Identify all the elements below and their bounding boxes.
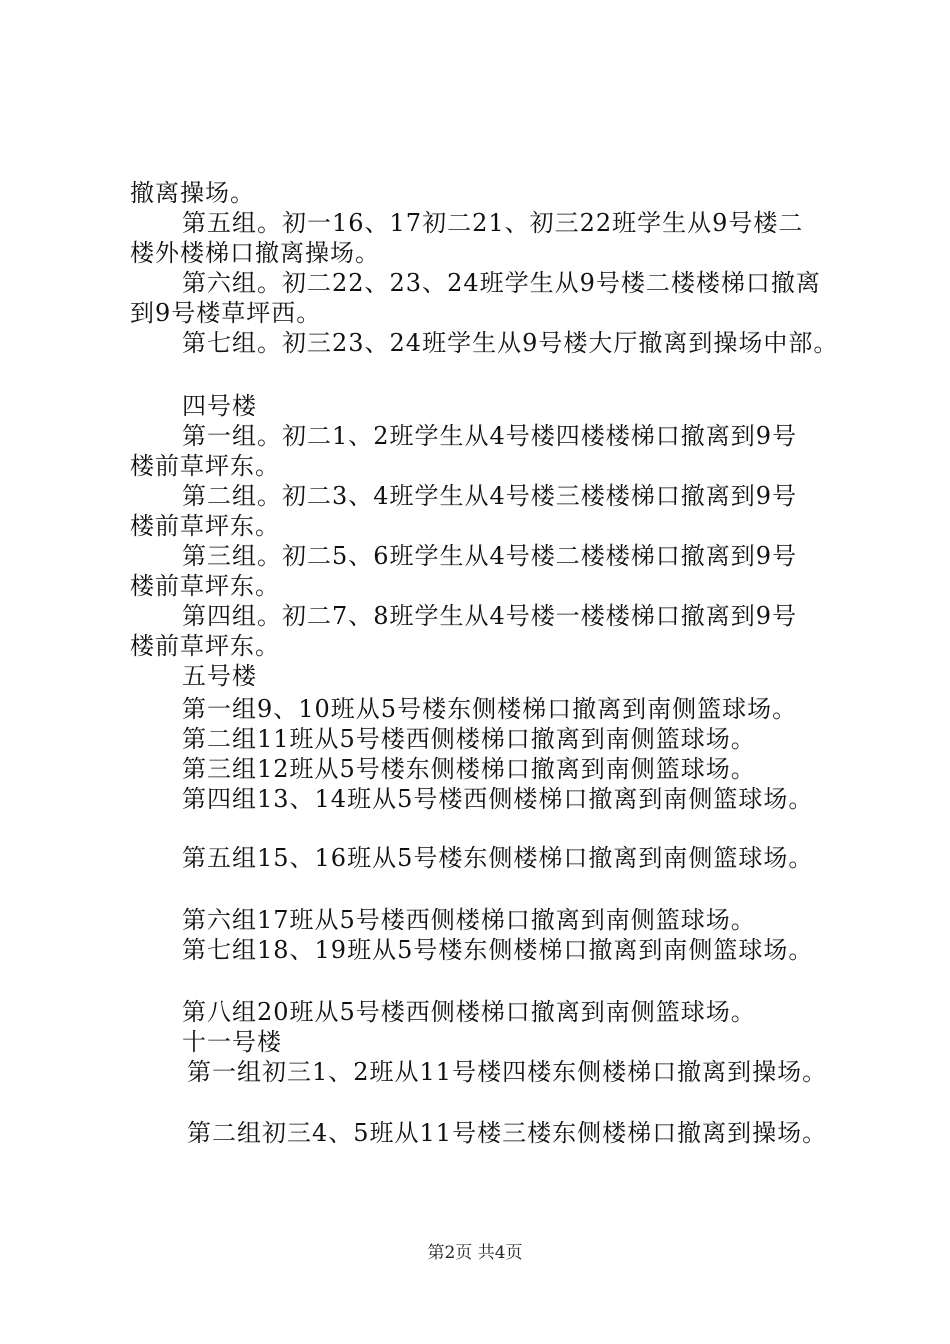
text-line: 撤离操场。 [130, 179, 255, 207]
text-line: 第八组20班从5号楼西侧楼梯口撤离到南侧篮球场。 [182, 998, 756, 1026]
text-line: 第五组。初一16、17初二21、初三22班学生从9号楼二 [182, 209, 804, 237]
section-heading: 四号楼 [182, 392, 257, 420]
text-line: 第一组初三1、2班从11号楼四楼东侧楼梯口撤离到操场。 [187, 1058, 828, 1086]
text-line: 第三组12班从5号楼东侧楼梯口撤离到南侧篮球场。 [182, 755, 756, 783]
text-line: 楼前草坪东。 [130, 632, 280, 660]
text-line: 第四组13、14班从5号楼西侧楼梯口撤离到南侧篮球场。 [182, 785, 814, 813]
text-line: 第一组9、10班从5号楼东侧楼梯口撤离到南侧篮球场。 [182, 695, 798, 723]
text-line: 第六组。初二22、23、24班学生从9号楼二楼楼梯口撤离 [182, 269, 821, 297]
text-line: 第二组11班从5号楼西侧楼梯口撤离到南侧篮球场。 [182, 725, 756, 753]
text-line: 第一组。初二1、2班学生从4号楼四楼楼梯口撤离到9号 [182, 422, 798, 450]
text-line: 楼前草坪东。 [130, 572, 280, 600]
text-line: 第六组17班从5号楼西侧楼梯口撤离到南侧篮球场。 [182, 906, 756, 934]
text-line: 第二组。初二3、4班学生从4号楼三楼楼梯口撤离到9号 [182, 482, 798, 510]
text-line: 楼前草坪东。 [130, 452, 280, 480]
text-line: 到9号楼草坪西。 [130, 299, 322, 327]
text-line: 楼前草坪东。 [130, 512, 280, 540]
text-line: 第七组。初三23、24班学生从9号楼大厅撤离到操场中部。 [182, 329, 839, 357]
text-line: 楼外楼梯口撤离操场。 [130, 239, 380, 267]
text-line: 第二组初三4、5班从11号楼三楼东侧楼梯口撤离到操场。 [187, 1119, 828, 1147]
text-line: 第三组。初二5、6班学生从4号楼二楼楼梯口撤离到9号 [182, 542, 798, 570]
text-line: 第四组。初二7、8班学生从4号楼一楼楼梯口撤离到9号 [182, 602, 798, 630]
text-line: 第七组18、19班从5号楼东侧楼梯口撤离到南侧篮球场。 [182, 936, 814, 964]
section-heading: 十一号楼 [182, 1028, 282, 1056]
page-footer: 第2页 共4页 [427, 1243, 523, 1263]
text-line: 第五组15、16班从5号楼东侧楼梯口撤离到南侧篮球场。 [182, 844, 814, 872]
section-heading: 五号楼 [182, 662, 257, 690]
